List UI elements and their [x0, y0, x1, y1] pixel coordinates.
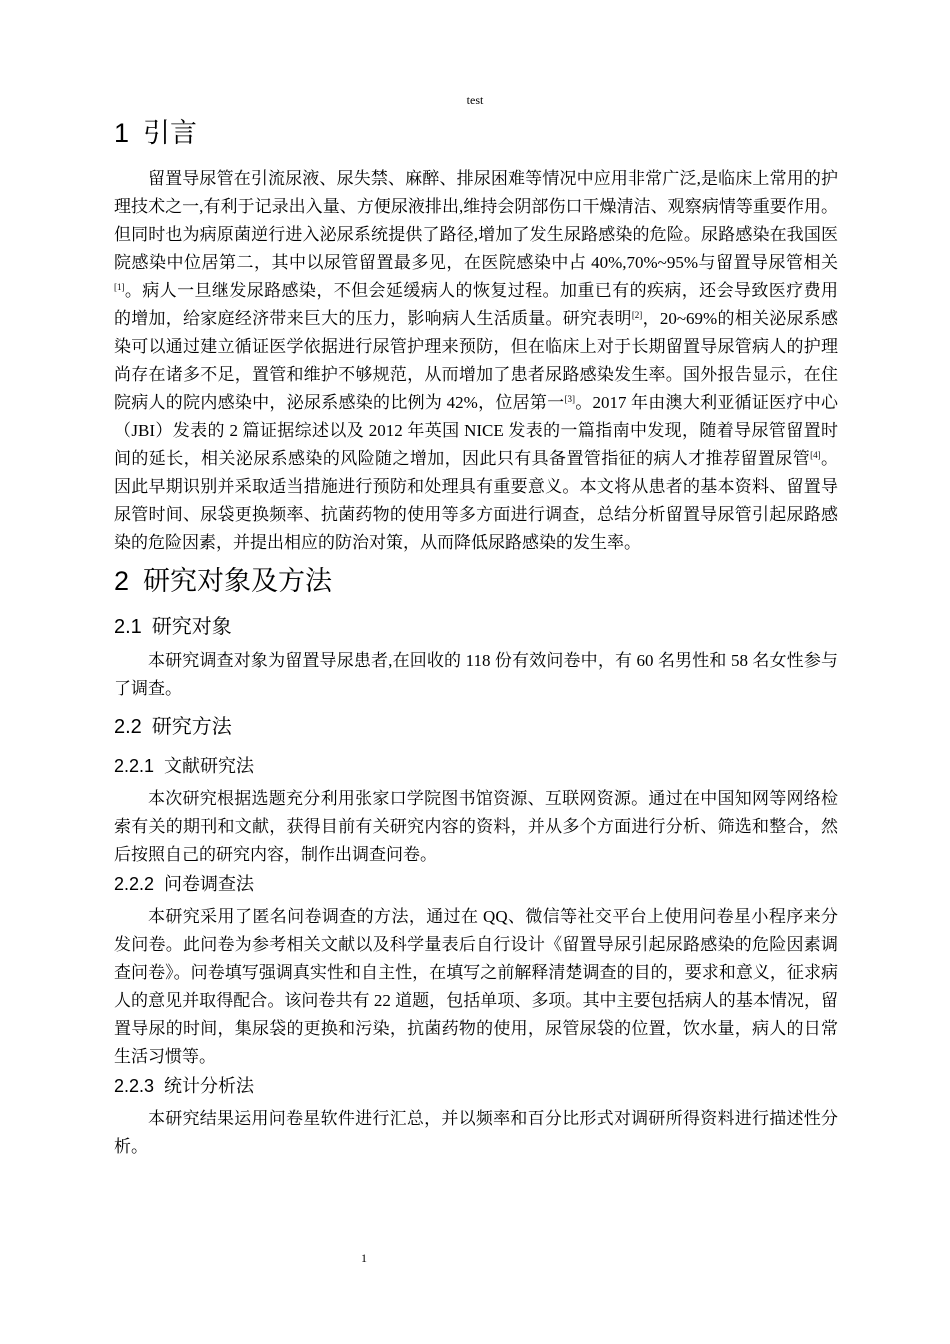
subsection-title: 统计分析法	[164, 1076, 255, 1096]
citation-ref: [3]	[564, 394, 575, 404]
page-number: 1	[361, 1251, 367, 1265]
text-run: 。病人一旦继发尿路感染，不但会延缓病人的恢复过程。加重已有的疾病，还会导致医疗费用的增加，给家庭经济带来巨大的压力，影响病人生活质量。研究表明	[114, 281, 838, 328]
subjects-paragraph: 本研究调查对象为留置导尿患者,在回收的 118 份有效问卷中，有 60 名男性和 58 名女性参与了调查。	[114, 651, 838, 698]
section-title: 引言	[143, 118, 198, 148]
section-2-heading	[114, 559, 838, 603]
subsection-title: 问卷调查法	[164, 874, 255, 894]
section-number: 2	[114, 566, 130, 596]
section-number: 1	[114, 118, 130, 148]
subsection-number: 2.2.1	[114, 756, 155, 776]
text-run: 留置导尿管在引流尿液、尿失禁、麻醉、排尿困难等情况中应用非常广泛,是临床上常用的护理技术之一,有利于记录出入量、方便尿液排出,维持会阴部伤口干燥清洁、观察病情等重要作用。但同时也为病原菌逆行进入泌尿系统提供了路径,增加了发生尿路感染的危险。尿路感染在我国医院感染中位居第二，其中以尿管留置最多见，在医院感染中占 40%,70%~95%与留置导尿管相关	[114, 169, 838, 272]
citation-ref: [4]	[810, 450, 821, 460]
literature-method-paragraph: 本次研究根据选题充分利用张家口学院图书馆资源、互联网资源。通过在中国知网等网络检索有关的期刊和文献，获得目前有关研究内容的资料，并从多个方面进行分析、筛选和整合，然后按照自己的研究内容，制作出调查问卷。	[114, 789, 838, 864]
subsection-2-2-3-heading	[114, 1071, 838, 1101]
statistics-method-paragraph: 本研究结果运用问卷星软件进行汇总，并以频率和百分比形式对调研所得资料进行描述性分析。	[114, 1109, 838, 1156]
survey-method-paragraph: 本研究采用了匿名问卷调查的方法，通过在 QQ、微信等社交平台上使用问卷星小程序来分发问卷。此问卷为参考相关文献以及科学量表后自行设计《留置导尿引起尿路感染的危险因素调查问卷》。问卷填写强调真实性和自主性，在填写之前解释清楚调查的目的，要求和意义，征求病人的意见并取得配合。该问卷共有 22 道题，包括单项、多项。其中主要包括病人的基本情况，留置导尿的时间，集尿袋的更换和污染，抗菌药物的使用，尿管尿袋的位置，饮水量，病人的日常生活习惯等。	[114, 907, 838, 1066]
page-header: test	[466, 93, 484, 107]
subsection-2-2-2-heading	[114, 869, 838, 899]
subsection-number: 2.2.2	[114, 874, 155, 894]
subsection-2-2-1-heading	[114, 751, 838, 781]
subsection-title: 研究对象	[151, 616, 232, 638]
citation-ref: [1]	[114, 282, 125, 292]
text-run: ，20~69%的相关泌尿系感染可以通过建立循证医学依据进行尿管护理来预防，但在临床上对于长期留置导尿管病人的护理尚存在诸多不足，置管和维护不够规范，从而增加了患者尿路感染发生率。国外报告显示，在住院病人的院内感染中，泌尿系感染的比例为 42%，位居第一	[114, 309, 839, 412]
subsection-number: 2.2.3	[114, 1076, 155, 1096]
subsection-2-1-heading	[114, 611, 838, 643]
document-body	[114, 111, 838, 1161]
text-run: 。因此早期识别并采取适当措施进行预防和处理具有重要意义。本文将从患者的基本资料、留置导尿管时间、尿袋更换频率、抗菌药物的使用等多方面进行调查，总结分析留置导尿管引起尿路感染的危险因素，并提出相应的防治对策，从而降低尿路感染的发生率。	[114, 449, 839, 552]
intro-paragraph	[114, 165, 838, 557]
citation-ref: [2]	[631, 310, 643, 320]
subsection-number: 2.2	[114, 716, 142, 738]
subsection-number: 2.1	[114, 616, 142, 638]
section-1-heading	[114, 111, 838, 155]
text-run: 。2017 年由澳大利亚循证医疗中心（JBI）发表的 2 篇证据综述以及 2012 年英国 NICE 发表的一篇指南中发现，随着导尿管留置时间的延长，相关泌尿系感染的风险随之增加，因此只有具备置管指征的病人才推荐留置尿管	[114, 393, 838, 468]
subsection-title: 文献研究法	[164, 756, 255, 776]
section-title: 研究对象及方法	[143, 566, 333, 596]
subsection-2-2-heading	[114, 711, 838, 743]
subsection-title: 研究方法	[151, 716, 232, 738]
